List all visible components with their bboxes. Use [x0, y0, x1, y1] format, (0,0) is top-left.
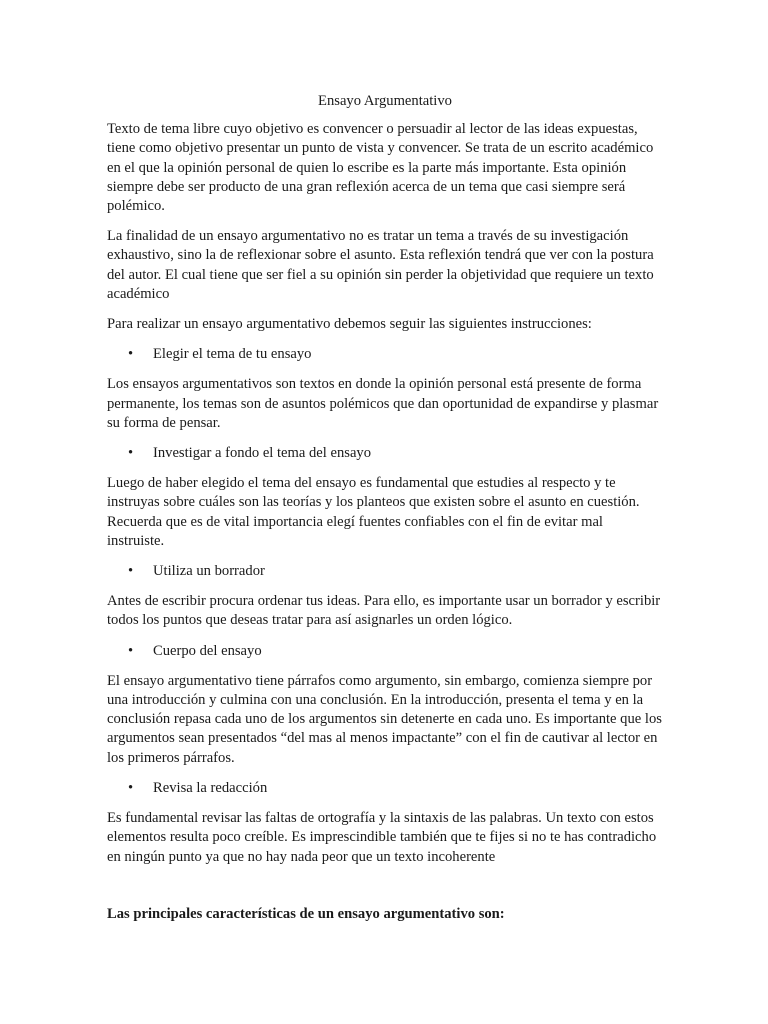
bullet-item-label: Cuerpo del ensayo: [153, 642, 262, 659]
bullet-icon: •: [128, 445, 134, 462]
step-paragraph-body: El ensayo argumentativo tiene párrafos como argumento, sin embargo, comienza siempre por una introducción y culmina con una conclusión. En la introducción, presenta el tema y en la conclusión repasa cada uno de los argumentos sin detenerte en cada uno. Es importante que los argumentos sean presentados “del mas al menos impactante” con el fin de cautivar al lector en los primeros párrafos.: [107, 672, 662, 766]
intro-paragraph-3: Para realizar un ensayo argumentativo debemos seguir las siguientes instrucciones:: [107, 316, 592, 333]
step-paragraph-draft: Antes de escribir procura ordenar tus ideas. Para ello, es importante usar un borrador y escribir todos los puntos que deseas tratar para así asignarles un orden lógico.: [107, 593, 661, 629]
intro-paragraph-1: Texto de tema libre cuyo objetivo es convencer o persuadir al lector de las ideas expuestas, tiene como objetivo presentar un punto de vista y convencer. Se trata de un escrito académico en el que la opinión personal de quien lo escribe es la parte más importante. Esta opinión siempre debe ser producto de una gran reflexión acerca de un tema que casi siempre será polémico.: [107, 121, 654, 215]
bullet-item-review: [107, 779, 663, 798]
bullet-item-label: Elegir el tema de tu ensayo: [153, 346, 312, 363]
bullet-item-label: Revisa la redacción: [153, 779, 268, 796]
characteristics-heading: Las principales características de un ensayo argumentativo son:: [107, 905, 505, 922]
bullet-icon: •: [128, 563, 134, 580]
bullet-icon: •: [128, 779, 134, 796]
bullet-icon: •: [128, 346, 134, 363]
bullet-item-draft: [107, 562, 663, 581]
bullet-item-label: Utiliza un borrador: [153, 563, 265, 580]
section-spacer: [107, 878, 663, 905]
bullet-item-body: [107, 642, 663, 661]
step-paragraph-choose-topic: Los ensayos argumentativos son textos en donde la opinión personal está presente de forma permanente, los temas son de asuntos polémicos que dan oportunidad de expandirse y plasmar su forma de pensar.: [107, 376, 659, 431]
step-paragraph-review: Es fundamental revisar las faltas de ortografía y la sintaxis de las palabras. Un texto con estos elementos resulta poco creíble. Es imprescindible también que te fijes si no te has contradicho en ningún punto ya que no hay nada peor que un texto incoherente: [107, 810, 657, 865]
step-paragraph-research: Luego de haber elegido el tema del ensayo es fundamental que estudies al respecto y te instruyas sobre cuáles son las teorías y los planteos que existen sobre el asunto en cuestión. Recuerda que es de vital importancia elegí fuentes confiables con el fin de evitar mal instruiste.: [107, 475, 640, 549]
bullet-icon: •: [128, 642, 134, 659]
bullet-item-research: [107, 444, 663, 463]
bullet-item-choose-topic: [107, 345, 663, 364]
intro-paragraph-2: La finalidad de un ensayo argumentativo no es tratar un tema a través de su investigación exhaustivo, sino la de reflexionar sobre el asunto. Esta reflexión tendrá que ver con la postura del autor. El cual tiene que ser fiel a su opinión sin perder la objetividad que requiere un texto académico: [107, 228, 654, 302]
document-body: [107, 92, 663, 924]
document-title: Ensayo Argumentativo: [318, 93, 452, 109]
bullet-item-label: Investigar a fondo el tema del ensayo: [153, 445, 372, 462]
